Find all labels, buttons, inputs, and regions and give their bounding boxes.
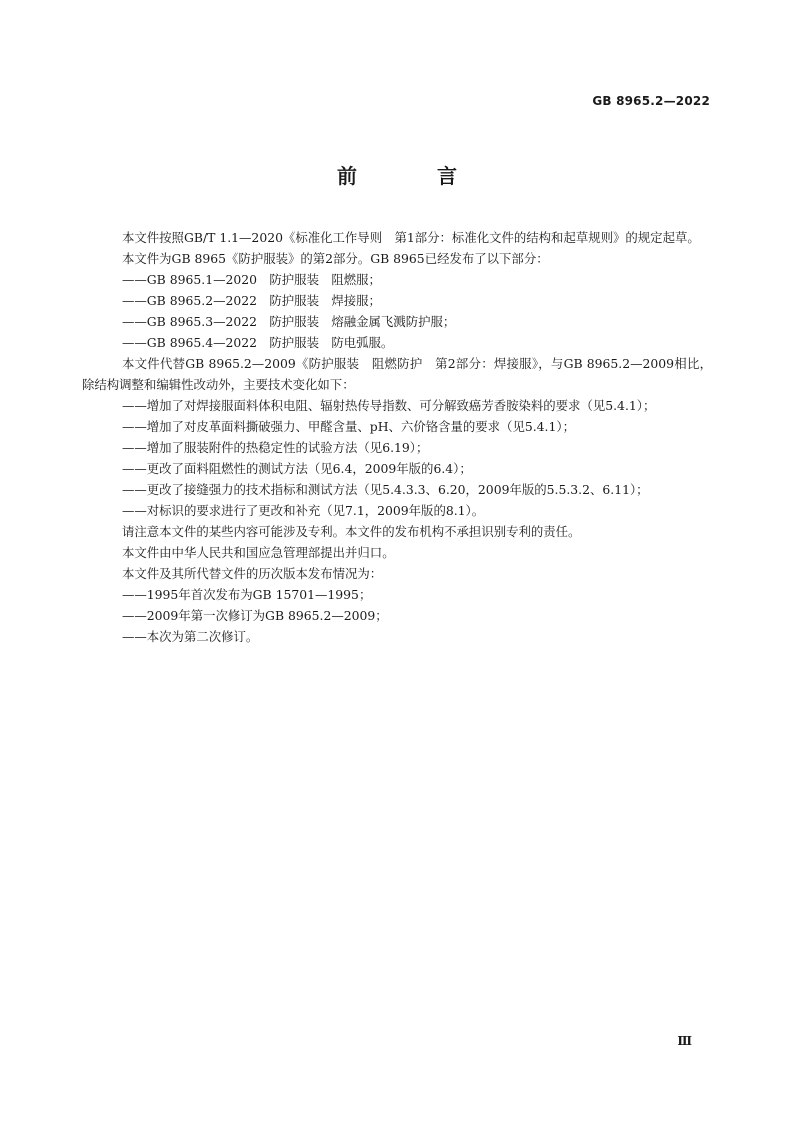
drafting-rule-paragraph: 本文件按照GB/T 1.1—2020《标准化工作导则 第1部分：标准化文件的结构和起草规则》的规定起草。 [122,230,700,245]
foreword-body [82,227,712,647]
history-item: ——1995年首次发布为GB 15701—1995； [122,587,372,602]
patent-notice-paragraph: 请注意本文件的某些内容可能涉及专利。本文件的发布机构不承担识别专利的责任。 [122,524,581,539]
history-intro-paragraph: 本文件及其所代替文件的历次版本发布情况为： [122,566,383,581]
replacement-paragraph: 本文件代替GB 8965.2—2009《防护服装 阻燃防护 第2部分：焊接服》，与GB 8965.2—2009相比，除结构调整和编辑性改动外，主要技术变化如下： [82,356,712,392]
page-number: Ⅲ [677,1034,692,1048]
series-part-item: ——GB 8965.2—2022 防护服装 焊接服； [122,293,381,308]
standard-code: GB 8965.2—2022 [592,94,710,108]
technical-change-item: ——增加了对焊接服面料体积电阻、辐射热传导指数、可分解致癌芳香胺染料的要求（见5.4.1）； [122,398,656,413]
technical-change-item: ——增加了对皮革面料撕破强力、甲醛含量、pH、六价铬含量的要求（见5.4.1）； [122,419,575,434]
section-title: 前 言 [337,164,487,188]
technical-change-item: ——更改了面料阻燃性的测试方法（见6.4，2009年版的6.4）； [122,461,472,476]
history-item: ——2009年第一次修订为GB 8965.2—2009； [122,608,388,623]
history-item: ——本次为第二次修订。 [122,629,259,644]
series-part-item: ——GB 8965.3—2022 防护服装 熔融金属飞溅防护服； [122,314,456,329]
technical-change-item: ——对标识的要求进行了更改和补充（见7.1，2009年版的8.1）。 [122,503,485,518]
technical-change-item: ——更改了接缝强力的技术指标和测试方法（见5.4.3.3、6.20，2009年版的5.5.3.2、6.11）； [122,482,649,497]
series-part-item: ——GB 8965.1—2020 防护服装 阻燃服； [122,272,381,287]
proposer-paragraph: 本文件由中华人民共和国应急管理部提出并归口。 [122,545,395,560]
series-intro-paragraph: 本文件为GB 8965《防护服装》的第2部分。GB 8965已经发布了以下部分： [122,251,549,266]
technical-change-item: ——增加了服装附件的热稳定性的试验方法（见6.19）； [122,440,429,455]
series-part-item: ——GB 8965.4—2022 防护服装 防电弧服。 [122,335,394,350]
